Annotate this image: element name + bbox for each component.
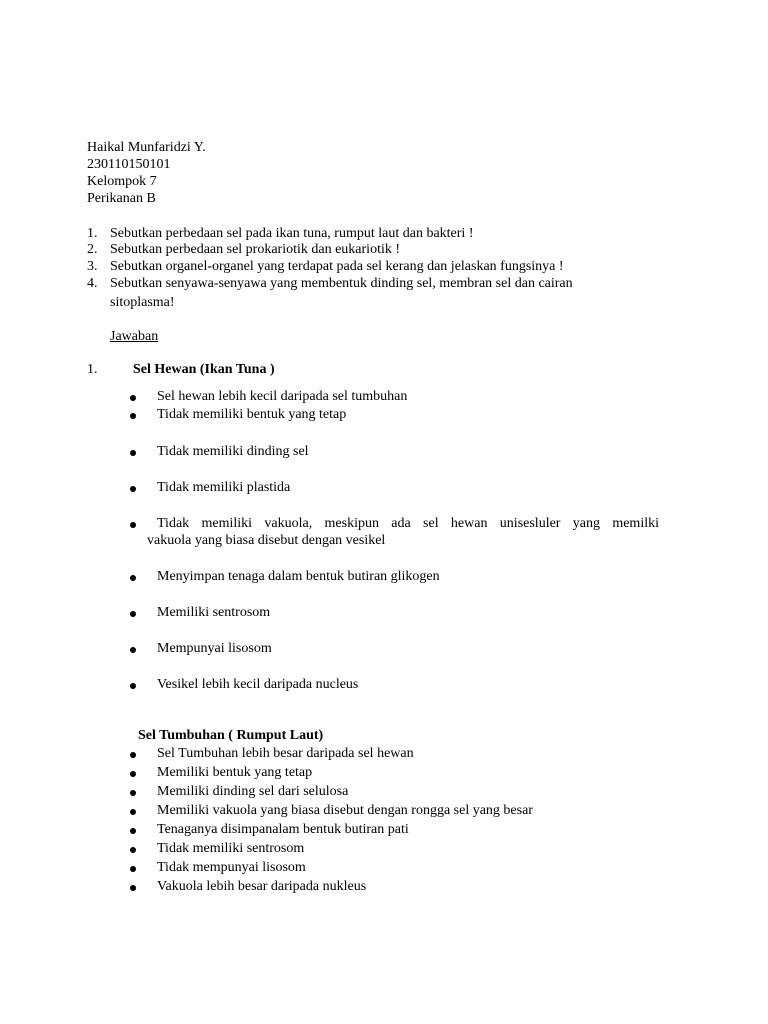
list-item-text: Tidak memiliki sentrosom [157, 841, 305, 856]
question-text: Sebutkan senyawa-senyawa yang membentuk dinding sel, membran sel dan cairan [110, 276, 573, 291]
list-item-text: Tidak memiliki plastida [157, 480, 291, 495]
list-item-text: Menyimpan tenaga dalam bentuk butiran glikogen [157, 569, 440, 584]
bullet-icon [130, 522, 136, 528]
section-heading-plant: Sel Tumbuhan ( Rumput Laut) [138, 728, 324, 743]
list-item-text: Sel Tumbuhan lebih besar daripada sel hewan [157, 746, 414, 761]
answer-number: 1. [87, 362, 98, 377]
bullet-icon [130, 809, 136, 815]
list-item-text: Tidak memiliki vakuola, meskipun ada sel hewan unisesluler yang memilki [157, 516, 659, 531]
answer-label: Jawaban [110, 329, 159, 344]
bullet-icon [130, 866, 136, 872]
bullet-icon [130, 450, 136, 456]
class-label: Perikanan B [87, 191, 156, 206]
list-item-text: Memiliki sentrosom [157, 605, 271, 620]
student-name: Haikal Munfaridzi Y. [87, 140, 206, 155]
question-text-continued: sitoplasma! [110, 295, 175, 310]
list-item-text: Vakuola lebih besar daripada nukleus [157, 879, 367, 894]
bullet-icon [130, 486, 136, 492]
list-item-text: Memiliki vakuola yang biasa disebut dengan rongga sel yang besar [157, 803, 533, 818]
section-heading-animal: Sel Hewan (Ikan Tuna ) [133, 362, 275, 377]
list-item-text: Vesikel lebih kecil daripada nucleus [157, 677, 359, 692]
question-number: 3. [87, 259, 98, 274]
group-label: Kelompok 7 [87, 174, 157, 189]
question-number: 4. [87, 276, 98, 291]
bullet-icon [130, 752, 136, 758]
bullet-icon [130, 771, 136, 777]
bullet-icon [130, 790, 136, 796]
bullet-icon [130, 647, 136, 653]
question-number: 1. [87, 226, 98, 241]
question-text: Sebutkan organel-organel yang terdapat pada sel kerang dan jelaskan fungsinya ! [110, 259, 564, 274]
bullet-icon [130, 828, 136, 834]
list-item-text: Tidak memiliki bentuk yang tetap [157, 407, 347, 422]
list-item-text: Memiliki bentuk yang tetap [157, 765, 313, 780]
list-item-text: Memiliki dinding sel dari selulosa [157, 784, 349, 799]
list-item-text: Tidak mempunyai lisosom [157, 860, 306, 875]
list-item-text: Tenaganya disimpanalam bentuk butiran pati [157, 822, 409, 837]
bullet-icon [130, 395, 136, 401]
student-id: 230110150101 [87, 157, 171, 172]
bullet-icon [130, 847, 136, 853]
bullet-icon [130, 885, 136, 891]
list-item-text-continued: vakuola yang biasa disebut dengan vesikel [147, 533, 386, 548]
list-item-text: Tidak memiliki dinding sel [157, 444, 309, 459]
list-item-text: Sel hewan lebih kecil daripada sel tumbuhan [157, 389, 408, 404]
question-text: Sebutkan perbedaan sel prokariotik dan eukariotik ! [110, 242, 401, 257]
list-item-text: Mempunyai lisosom [157, 641, 272, 656]
question-number: 2. [87, 242, 98, 257]
question-text: Sebutkan perbedaan sel pada ikan tuna, rumput laut dan bakteri ! [110, 226, 474, 241]
bullet-icon [130, 413, 136, 419]
bullet-icon [130, 611, 136, 617]
bullet-icon [130, 575, 136, 581]
bullet-icon [130, 683, 136, 689]
